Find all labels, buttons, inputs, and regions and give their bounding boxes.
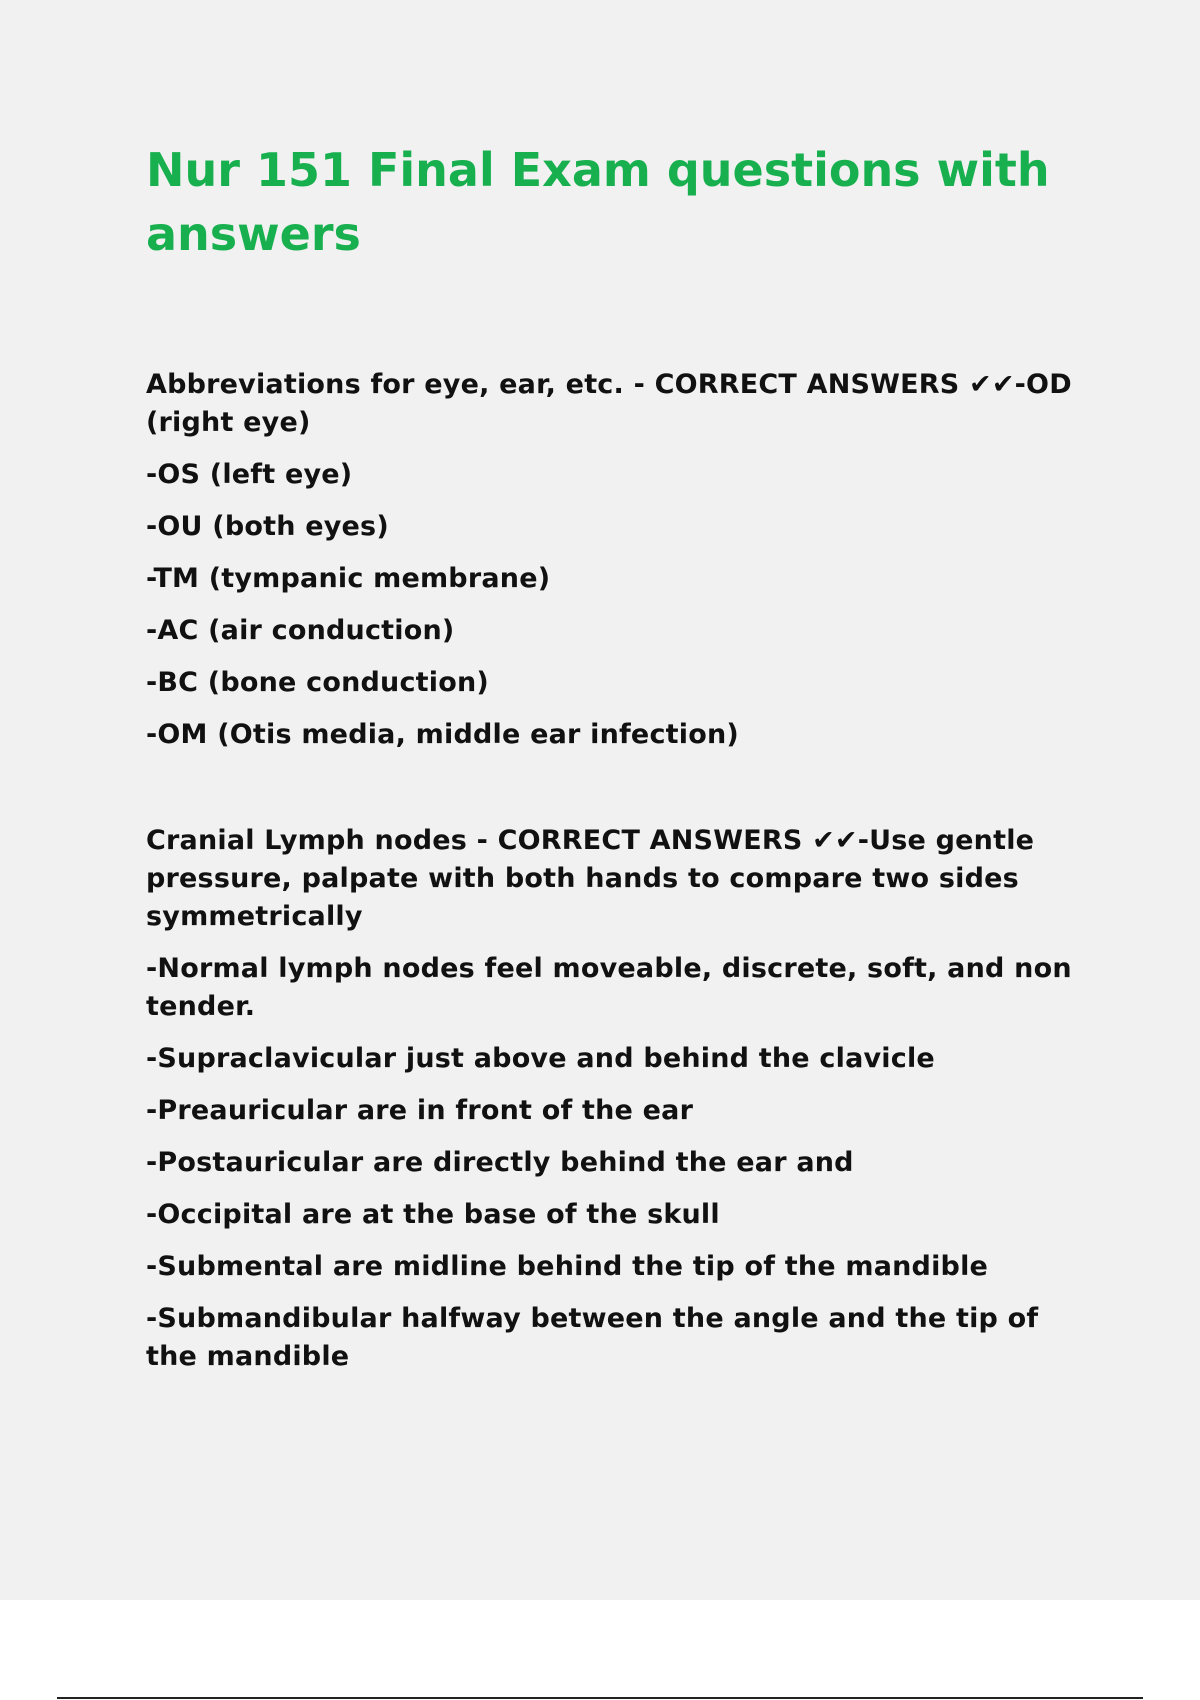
answer-line: -Submental are midline behind the tip of the mandible	[146, 1251, 989, 1282]
answer-line: -OU (both eyes)	[146, 511, 389, 542]
answer-line: -Postauricular are directly behind the ear and	[146, 1147, 854, 1178]
footer-divider	[57, 1697, 1143, 1699]
document-title: Nur 151 Final Exam questions with answers	[146, 143, 1050, 261]
answer-line: -Occipital are at the base of the skull	[146, 1199, 720, 1230]
answer-line: -BC (bone conduction)	[146, 667, 489, 698]
question-answer-text: Abbreviations for eye, ear, etc. - CORRECT ANSWERS ✔✔-OD (right eye)	[146, 369, 1072, 438]
document-content	[146, 138, 1086, 1390]
qa-item-cranial-lymph-nodes	[146, 822, 1086, 1376]
answer-line: -Submandibular halfway between the angle and the tip of the mandible	[146, 1303, 1039, 1372]
question-answer-text: Cranial Lymph nodes - CORRECT ANSWERS ✔✔-Use gentle pressure, palpate with both hands to compare two sides symmetrically	[146, 825, 1035, 932]
answer-line: -Normal lymph nodes feel moveable, discrete, soft, and non tender.	[146, 953, 1072, 1022]
qa-item-abbreviations	[146, 366, 1086, 754]
answer-line: -Supraclavicular just above and behind the clavicle	[146, 1043, 935, 1074]
answer-line: -AC (air conduction)	[146, 615, 455, 646]
answer-line: -Preauricular are in front of the ear	[146, 1095, 694, 1126]
answer-line: -OS (left eye)	[146, 459, 353, 490]
answer-line: -TM (tympanic membrane)	[146, 563, 551, 594]
answer-line: -OM (Otis media, middle ear infection)	[146, 719, 739, 750]
